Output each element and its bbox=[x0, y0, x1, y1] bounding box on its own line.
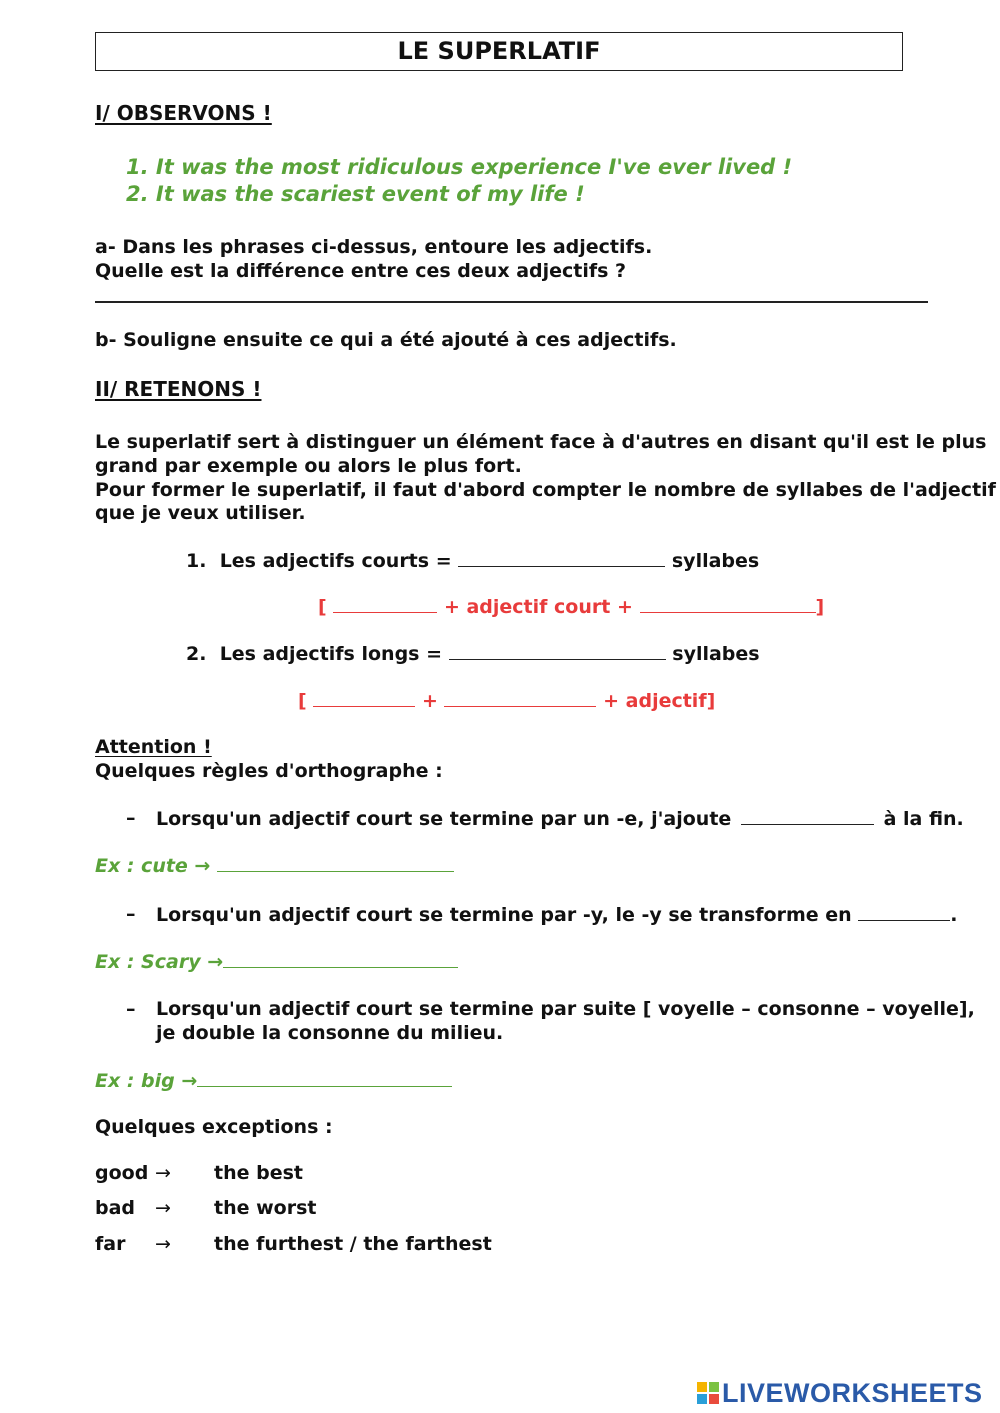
example2-blank[interactable] bbox=[223, 949, 458, 968]
liveworksheets-logo-icon bbox=[697, 1382, 719, 1404]
arrow-icon: → bbox=[155, 1197, 171, 1219]
formula2-open: [ bbox=[298, 690, 307, 712]
rule-paragraph-line2: grand par exemple ou alors le plus fort. bbox=[95, 455, 522, 477]
item2-label: Les adjectifs longs = bbox=[219, 643, 443, 665]
item1-suffix: syllabes bbox=[671, 550, 760, 572]
item1-blank[interactable] bbox=[458, 548, 665, 567]
item1-row bbox=[186, 548, 759, 573]
answer-line[interactable] bbox=[95, 301, 928, 303]
exception-result: the furthest / the farthest bbox=[214, 1233, 492, 1255]
rule2-dash: – bbox=[126, 903, 136, 925]
example1-label: Ex : cute → bbox=[95, 855, 211, 877]
formula2-plus: + bbox=[421, 690, 438, 712]
example-sentence-1: 1. It was the most ridiculous experience I've ever lived ! bbox=[126, 155, 793, 179]
formula1-mid: + adjectif court + bbox=[443, 596, 633, 618]
rule3-line1: Lorsqu'un adjectif court se termine par suite [ voyelle – consonne – voyelle], bbox=[156, 998, 975, 1020]
exception-result: the worst bbox=[214, 1197, 317, 1219]
formula1-open: [ bbox=[318, 596, 327, 618]
formula1 bbox=[318, 594, 824, 619]
rule3-line2: je double la consonne du milieu. bbox=[156, 1022, 504, 1044]
exception-result: the best bbox=[214, 1162, 303, 1184]
logo-text: LIVEWORKSHEETS bbox=[722, 1377, 983, 1408]
example3-row bbox=[95, 1068, 452, 1093]
exception-word: far bbox=[95, 1233, 126, 1255]
attention-subheading: Quelques règles d'orthographe : bbox=[95, 760, 443, 782]
example2-row bbox=[95, 949, 458, 974]
exception-word: good bbox=[95, 1162, 149, 1184]
rule-paragraph-line3: Pour former le superlatif, il faut d'abord compter le nombre de syllabes de l'adjectif bbox=[95, 479, 996, 501]
item2-suffix: syllabes bbox=[672, 643, 760, 665]
formula1-close: ] bbox=[815, 596, 825, 618]
rule1-text: Lorsqu'un adjectif court se termine par un -e, j'ajoute bbox=[156, 808, 732, 830]
formula2-end: + adjectif] bbox=[603, 690, 716, 712]
rule2-after: . bbox=[950, 904, 958, 926]
title-box bbox=[95, 32, 903, 71]
arrow-icon: → bbox=[155, 1233, 171, 1255]
example1-blank[interactable] bbox=[217, 853, 454, 872]
item2-row bbox=[186, 641, 760, 666]
question-a-line1: a- Dans les phrases ci-dessus, entoure les adjectifs. bbox=[95, 236, 653, 258]
example2-label: Ex : Scary → bbox=[95, 951, 224, 973]
example3-label: Ex : big → bbox=[95, 1070, 198, 1092]
formula1-blank2[interactable] bbox=[640, 594, 816, 613]
exceptions-heading: Quelques exceptions : bbox=[95, 1116, 333, 1138]
example-sentence-2: 2. It was the scariest event of my life ! bbox=[126, 182, 585, 206]
rule1-after: à la fin. bbox=[883, 808, 964, 830]
rule1-dash: – bbox=[126, 807, 136, 829]
liveworksheets-logo[interactable] bbox=[697, 1376, 983, 1410]
arrow-icon: → bbox=[155, 1162, 171, 1184]
rule3-dash: – bbox=[126, 998, 136, 1020]
formula2-blank2[interactable] bbox=[444, 688, 596, 707]
page-title: LE SUPERLATIF bbox=[397, 37, 601, 65]
rule1-blank[interactable] bbox=[741, 806, 874, 825]
question-b: b- Souligne ensuite ce qui a été ajouté à ces adjectifs. bbox=[95, 329, 677, 351]
item1-label: Les adjectifs courts = bbox=[219, 550, 452, 572]
exception-word: bad bbox=[95, 1197, 136, 1219]
formula2 bbox=[298, 688, 715, 713]
item2-number: 2. bbox=[186, 643, 207, 665]
rule-paragraph-line1: Le superlatif sert à distinguer un élément face à d'autres en disant qu'il est le plus bbox=[95, 431, 987, 453]
rule1-row bbox=[156, 806, 964, 831]
item2-blank[interactable] bbox=[449, 641, 666, 660]
example1-row bbox=[95, 853, 454, 878]
attention-heading: Attention ! bbox=[95, 736, 212, 758]
formula1-blank1[interactable] bbox=[333, 594, 437, 613]
item1-number: 1. bbox=[186, 550, 207, 572]
example3-blank[interactable] bbox=[197, 1068, 452, 1087]
rule2-blank[interactable] bbox=[858, 902, 950, 921]
section1-heading: I/ OBSERVONS ! bbox=[95, 101, 272, 125]
question-a-line2: Quelle est la différence entre ces deux adjectifs ? bbox=[95, 260, 627, 282]
rule2-row bbox=[156, 902, 958, 927]
rule2-text: Lorsqu'un adjectif court se termine par -y, le -y se transforme en bbox=[156, 904, 852, 926]
formula2-blank1[interactable] bbox=[313, 688, 415, 707]
section2-heading: II/ RETENONS ! bbox=[95, 377, 262, 401]
rule-paragraph-line4: que je veux utiliser. bbox=[95, 502, 306, 524]
